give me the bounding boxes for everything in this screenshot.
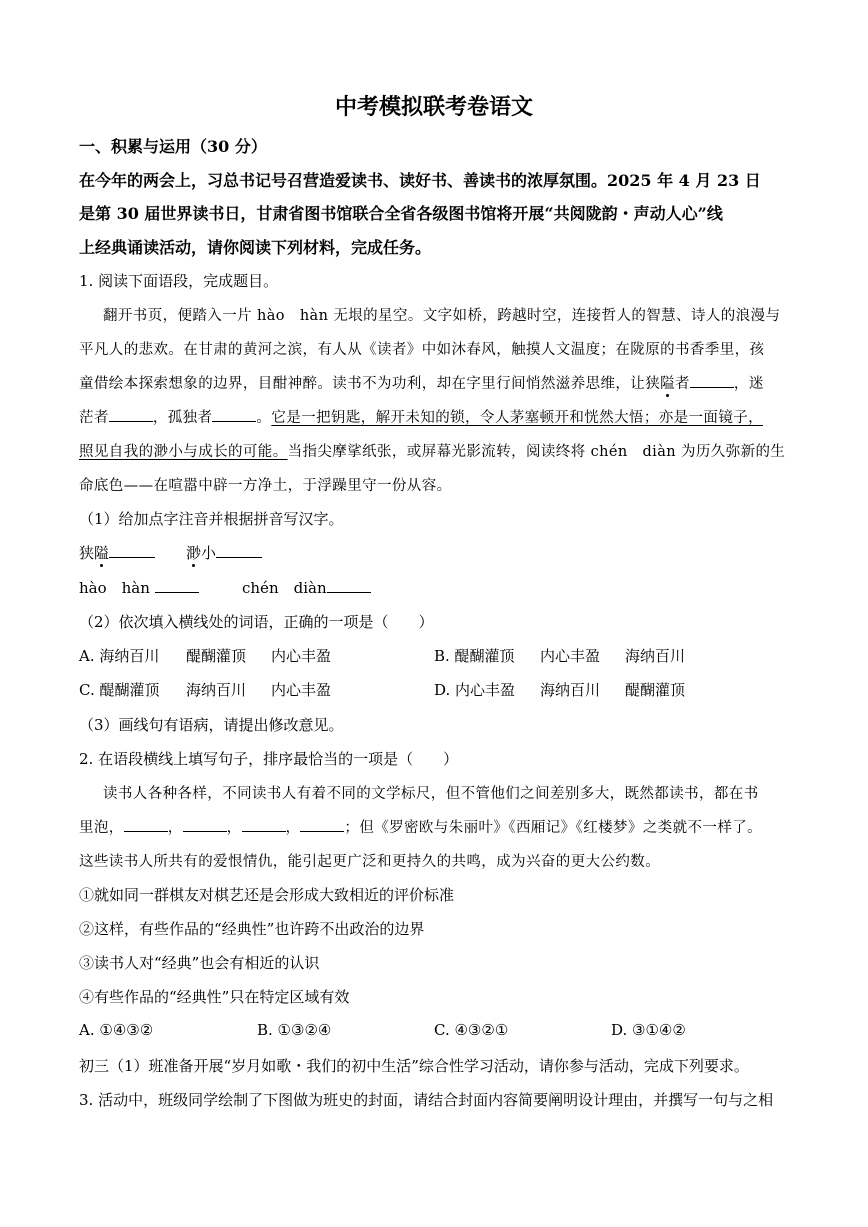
underlined-sentence: 照见自我的渺小与成长的可能。 [79, 444, 288, 460]
answer-blank [690, 373, 734, 388]
option-c: C. 醍醐灌顶 [79, 681, 160, 699]
option-d: 海纳百川 [540, 681, 601, 699]
section-intro-line: 是第 30 届世界读书日，甘肃省图书馆联合全省各级图书馆将开展“共阅陇韵・声动人心”线 [79, 204, 723, 223]
section-heading: 一、积累与运用（30 分） [79, 137, 267, 156]
option-b: B. ①③②④ [257, 1021, 332, 1039]
question-2-stem: 2. 在语段横线上填写句子，排序最恰当的一项是（ ） [79, 750, 459, 768]
fill-item: chén diàn [242, 577, 371, 598]
sub-question-2: （2）依次填入横线处的词语，正确的一项是（ ） [79, 613, 434, 631]
list-item: ③读书人对“经典”也会有相近的认识 [79, 954, 320, 972]
section-intro-line: 上经典诵读活动，请你阅读下列材料，完成任务。 [79, 238, 432, 257]
answer-blank [212, 407, 256, 422]
answer-blank [109, 543, 155, 558]
emphasis-dot-char: 隘 [660, 376, 676, 392]
answer-blank [216, 543, 262, 558]
page-title: 中考模拟联考卷语文 [334, 94, 533, 120]
passage-line: 读书人各种各样，不同读书人有着不同的文学标尺，但不管他们之间差别多大，既然都读书，都在书 [103, 786, 759, 802]
option-a: 内心丰盈 [271, 647, 332, 665]
option-c: 内心丰盈 [271, 681, 332, 699]
option-a: A. 海纳百川 [79, 647, 160, 665]
question-3-stem: 3. 活动中，班级同学绘制了下图做为班史的封面，请结合封面内容简要阐明设计理由，并撰写一句与之相 [79, 1091, 774, 1109]
list-item: ②这样，有些作品的“经典性”也许跨不出政治的边界 [79, 920, 425, 938]
passage-line: 照见自我的渺小与成长的可能。当指尖摩挲纸张，或屏幕光影流转，阅读终将 chén diàn 为历久弥新的生 [79, 444, 786, 460]
option-d: D. ③①④② [611, 1021, 686, 1039]
fill-item: 渺小 [186, 542, 262, 563]
passage-line: 这些读书人所共有的爱恨情仇，能引起更广泛和更持久的共鸣，成为兴奋的更大公约数。 [79, 854, 661, 870]
passage-line: 童借绘本探索想象的边界，目酣神醉。读书不为功利，却在字里行间悄然滋养思维，让狭隘者 ，迷 [79, 372, 764, 393]
sub-question-1: （1）给加点字注音并根据拼音写汉字。 [79, 510, 344, 528]
option-b: 海纳百川 [625, 647, 686, 665]
option-c: 海纳百川 [186, 681, 247, 699]
activity-intro: 初三（1）班准备开展“岁月如歌・我们的初中生活”综合性学习活动，请你参与活动，完成下列要求。 [79, 1057, 749, 1075]
list-item: ④有些作品的“经典性”只在特定区域有效 [79, 988, 350, 1006]
passage-line: 茫者 ，孤独者 。它是一把钥匙，解开未知的锁，令人茅塞顿开和恍然大悟；亦是一面镜子， [79, 406, 763, 427]
option-d: 醍醐灌顶 [625, 681, 686, 699]
answer-blank [327, 578, 371, 593]
option-a: A. ①④③② [79, 1021, 154, 1039]
answer-blank [300, 817, 344, 832]
section-intro-line: 在今年的两会上，习总书记号召营造爱读书、读好书、善读书的浓厚氛围。2025 年 4 月 23 日 [79, 171, 761, 190]
passage-line: 命底色——在喧嚣中辟一方净土，于浮躁里守一份从容。 [79, 478, 452, 494]
answer-blank [109, 407, 153, 422]
fill-item: hào hàn [79, 577, 199, 598]
answer-blank [242, 817, 286, 832]
option-b: 内心丰盈 [540, 647, 601, 665]
option-d: D. 内心丰盈 [434, 681, 516, 699]
passage-line: 翻开书页，便踏入一片 hào hàn 无垠的星空。文字如桥，跨越时空，连接哲人的智慧、诗人的浪漫与 [103, 308, 781, 324]
underlined-sentence: 它是一把钥匙，解开未知的锁，令人茅塞顿开和恍然大悟；亦是一面镜子， [271, 410, 764, 426]
option-c: C. ④③②① [434, 1021, 509, 1039]
sub-question-3: （3）画线句有语病，请提出修改意见。 [79, 716, 344, 734]
option-b: B. 醍醐灌顶 [434, 647, 515, 665]
answer-blank [183, 817, 227, 832]
fill-item: 狭隘 [79, 542, 155, 563]
option-a: 醍醐灌顶 [186, 647, 247, 665]
question-1-stem: 1. 阅读下面语段，完成题目。 [79, 272, 279, 290]
answer-blank [124, 817, 168, 832]
passage-line: 里泡， ， ， ， ；但《罗密欧与朱丽叶》《西厢记》《红楼梦》之类就不一样了。 [79, 816, 762, 837]
answer-blank [155, 578, 199, 593]
passage-line: 平凡人的悲欢。在甘肃的黄河之滨，有人从《读者》中如沐春风，触摸人文温度；在陇原的书香季里，孩 [79, 342, 765, 358]
list-item: ①就如同一群棋友对棋艺还是会形成大致相近的评价标准 [79, 886, 455, 904]
